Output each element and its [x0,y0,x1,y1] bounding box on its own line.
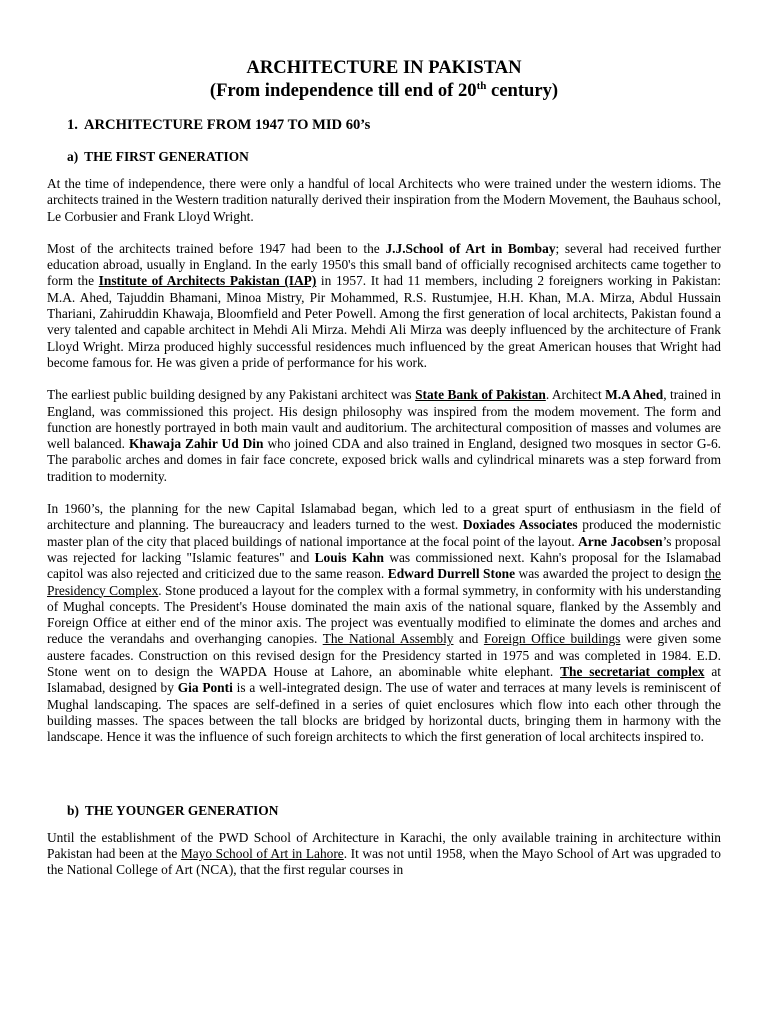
jj-school-text: J.J.School of Art in Bombay [385,240,556,256]
national-assembly-text: The National Assembly [322,631,454,647]
section-number: 1. [67,117,78,133]
text-run: The earliest public building designed by any Pakistani architect was [47,387,416,403]
foreign-office-text: Foreign Office buildings [483,631,621,647]
text-run: , trained in England, was commissioned this project. His design philosophy was inspired from the modem movement. The form and function are honestly portrayed in both main vault and auditorium. The architectural composition of masses and volumes are well balanced. [47,387,721,452]
kahn-text: Louis Kahn [314,549,384,565]
text-run: produced the modernistic master plan of the city that placed buildings of national importance at the focal point of the layout. [47,517,721,549]
section-heading-1 [67,116,721,134]
subsection-letter: a) [67,149,79,164]
subsection-heading-text: THE FIRST GENERATION [84,149,249,164]
subtitle-superscript: th [476,80,487,92]
text-run: in 1957. It had 11 members, including 2 foreigners working in Pakistan: M.A. Ahed, Tajuddin Bhamani, Minoa Mistry, Pir Mohammed, R.S. Rustumjee, H.H. Khan, M.A. Mirza, Abdul Hussain Thariani, Zahiruddin Khawaja, Bloomfield and Peter Powell. Among the first generation of local architects, Pakistan found a very talented and capable architect in Mehdi Ali Mirza. Mehdi Ali Mirza was deeply influenced by the architecture of Frank Lloyd Wright. Mirza produced highly successful residences much influenced by the great American houses that Wright had become famous for. He was given a pride of performance for his work. [47,273,721,370]
subsection-heading-a [67,148,721,165]
subtitle-text: (From independence till end of 20 [209,80,477,101]
text-run: was commissioned next. Kahn's proposal for the Islamabad capitol was also rejected and criticized due to the same reason. [47,549,721,582]
paragraph-state-bank [47,387,721,485]
subsection-heading-b [67,802,721,819]
text-run: ’s proposal was rejected for lacking "Islamic features" and [47,533,721,565]
paragraph-independence: At the time of independence, there were only a handful of local Architects who were trained under the western idioms. The architects trained in the Western tradition naturally derived their inspiration from the Modern Movement, the Bauhaus school, Le Corbusier and Frank Lloyd Wright. [47,176,721,224]
text-run: ; several had received further education abroad, usually in England. In the early 1950's this small band of officially recognised architects came together to form the [47,240,722,289]
doxiades-text: Doxiades Associates [462,517,578,533]
text-run: . It was not until 1958, when the Mayo School of Art was upgraded to the National College of Art (NCA), that the first regular courses in [47,845,721,878]
secretariat-text: The secretariat complex [560,664,705,680]
subsection-letter: b) [67,802,79,818]
text-run: and [453,631,484,647]
subtitle-text-end: century) [486,80,559,101]
iap-text: Institute of Architects Pakistan (IAP) [98,273,317,289]
section-heading-text: ARCHITECTURE FROM 1947 TO MID 60’s [83,117,371,133]
presidency-complex-text: the Presidency Complex [47,566,721,598]
gia-ponti-text: Gia Ponti [177,680,233,696]
mayo-school-text: Mayo School of Art in Lahore [180,845,344,861]
paragraph-islamabad [47,501,721,745]
subsection-heading-text: THE YOUNGER GENERATION [84,802,279,818]
stone-text: Edward Durrell Stone [387,566,516,582]
ma-ahed-text: M.A Ahed [605,387,664,403]
text-run: In 1960’s, the planning for the new Capital Islamabad began, which led to a great spurt of enthusiasm in the field of architecture and planning. The bureaucracy and leaders turned to the west. [47,501,721,533]
text-run: at Islamabad, designed by [47,664,721,696]
text-run: . Stone produced a layout for the complex with a formal symmetry, in conformity with his understanding of Mughal concepts. The President's House dominated the main axis of the national square, flanked by the Assembly and Foreign Office at either end of the minor axis. The project was eventually modified to eliminate the domes and arches and reduce the verandahs and overhanging canopies. [47,582,721,647]
text-run: who joined CDA and also trained in England, designed two mosques in sector G-6. The parabolic arches and domes in fair face concrete, exposed brick walls and cylindrical minarets was a step forward from tradition to modernity. [47,436,722,484]
text-run: . Architect [545,387,606,403]
paragraph-younger-generation [47,830,721,879]
document-subtitle [47,79,721,102]
paragraph-first-architects [47,241,721,371]
text-run: Until the establishment of the PWD School of Architecture in Karachi, the only available training in architecture within Pakistan had been at the [47,829,721,861]
section-spacer [47,762,721,802]
state-bank-text: State Bank of Pakistan [415,387,546,403]
khawaja-text: Khawaja Zahir Ud Din [128,436,264,452]
text-run: were given some austere facades. Construction on this revised design for the Presidency started in 1975 and was completed in 1984. E.D. Stone went on to design the WAPDA House at Lahore, an abominable white elephant. [47,631,722,680]
document-title: ARCHITECTURE IN PAKISTAN [246,57,522,78]
jacobsen-text: Arne Jacobsen [578,533,663,549]
text-run: Most of the architects trained before 1947 had been to the [47,240,386,256]
text-run: was awarded the project to design [515,566,705,582]
text-run: is a well-integrated design. The use of water and terraces at many levels is reminiscent of Mughal landscaping. The spaces are self-defined in a series of quiet enclosures which flow into each other through the building masses. The spaces between the tall blocks are bridged by horizontal ducts, bringing them in harmony with the landscape. Hence it was the influence of such foreign architects to which the first generation of local architects inspired to. [47,680,721,745]
